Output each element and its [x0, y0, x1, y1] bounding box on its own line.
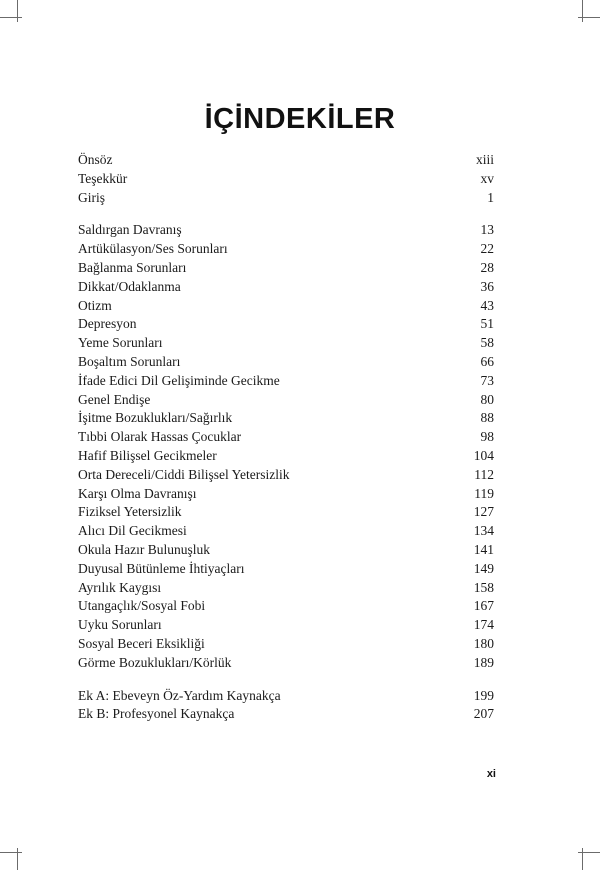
toc-entry-title: Bağlanma Sorunları [78, 259, 187, 275]
toc-entry [78, 579, 494, 598]
toc-entry-title: Okula Hazır Bulunuşluk [78, 541, 210, 557]
toc-entry-page: 174 [473, 617, 494, 633]
toc-entry [78, 170, 494, 189]
toc-entry-title: Uyku Sorunları [78, 617, 162, 633]
toc-entry-title: Fiziksel Yetersizlik [78, 504, 182, 520]
toc-entry [78, 189, 494, 208]
toc-entry-title: Duyusal Bütünleme İhtiyaçları [78, 560, 245, 576]
toc-entry-page: 149 [473, 560, 494, 576]
toc-entry-title: Ek A: Ebeveyn Öz-Yardım Kaynakça [78, 687, 281, 703]
toc-entry-title: Karşı Olma Davranışı [78, 485, 197, 501]
toc-entry [78, 221, 494, 240]
toc-entry [78, 616, 494, 635]
toc-entry [78, 391, 494, 410]
toc-entry-page: xv [480, 170, 494, 186]
toc-entry [78, 259, 494, 278]
page-number: xi [486, 768, 496, 780]
toc-entry-page: 189 [473, 654, 494, 670]
toc-entry [78, 334, 494, 353]
toc-entry [78, 447, 494, 466]
toc-entry-page: 22 [480, 241, 494, 257]
toc-entry-title: Teşekkür [78, 170, 128, 186]
toc-entry-title: İfade Edici Dil Gelişiminde Gecikme [78, 372, 280, 388]
toc-entry-page: 167 [473, 598, 494, 614]
toc-entry [78, 409, 494, 428]
toc-entry-page: 141 [473, 541, 494, 557]
toc-entry [78, 705, 494, 724]
toc-entry-title: Orta Dereceli/Ciddi Bilişsel Yetersizlik [78, 466, 290, 482]
toc-entry-title: Görme Bozuklukları/Körlük [78, 654, 232, 670]
toc-entry-title: Giriş [78, 189, 105, 205]
toc-entry-page: 134 [473, 523, 494, 539]
toc-entry-page: 43 [480, 297, 494, 313]
toc-entry-page: 199 [473, 687, 494, 703]
toc-entry [78, 278, 494, 297]
front-matter-list [78, 151, 494, 207]
toc-entry-title: Sosyal Beceri Eksikliği [78, 635, 205, 651]
toc-entry [78, 428, 494, 447]
crop-mark-bottom-right-h [578, 852, 600, 853]
toc-entry-page: 207 [473, 706, 494, 722]
toc-entry [78, 485, 494, 504]
toc-entry-title: Tıbbi Olarak Hassas Çocuklar [78, 429, 242, 445]
toc-entry-page: 112 [474, 466, 494, 482]
toc-entry-title: Hafif Bilişsel Gecikmeler [78, 447, 217, 463]
toc-entry-title: Utangaçlık/Sosyal Fobi [78, 598, 206, 614]
crop-mark-top-left [17, 0, 18, 22]
toc-entry-title: Boşaltım Sorunları [78, 353, 181, 369]
toc-entry [78, 466, 494, 485]
toc-entry [78, 240, 494, 259]
toc-entry-title: Depresyon [78, 316, 137, 332]
toc-entry-title: Dikkat/Odaklanma [78, 278, 181, 294]
toc-entry-title: Otizm [78, 297, 112, 313]
toc-entry-page: 158 [473, 579, 494, 595]
toc-entry-title: Artükülasyon/Ses Sorunları [78, 241, 228, 257]
appendix-list [78, 687, 494, 725]
toc-entry [78, 503, 494, 522]
page-title: İÇİNDEKİLER [204, 103, 396, 135]
toc-entry [78, 560, 494, 579]
toc-entry [78, 297, 494, 316]
crop-mark-bottom-left-h [0, 852, 22, 853]
toc-entry [78, 151, 494, 170]
toc-entry-page: 58 [480, 335, 494, 351]
toc-entry-page: 127 [473, 504, 494, 520]
toc-entry [78, 654, 494, 673]
chapter-list [78, 221, 494, 672]
toc-entry-page: 1 [487, 189, 494, 205]
toc-entry-title: Ek B: Profesyonel Kaynakça [78, 706, 235, 722]
toc-entry-title: Ayrılık Kaygısı [78, 579, 162, 595]
toc-entry-title: Yeme Sorunları [78, 335, 163, 351]
toc-entry [78, 372, 494, 391]
toc-entry-title: Saldırgan Davranış [78, 222, 182, 238]
toc-entry-page: 104 [473, 447, 494, 463]
toc-entry-title: Önsöz [78, 152, 113, 167]
table-of-contents [78, 151, 494, 724]
toc-entry-title: Alıcı Dil Gecikmesi [78, 523, 187, 539]
toc-entry [78, 522, 494, 541]
toc-entry-page: xiii [475, 152, 494, 167]
toc-entry-page: 66 [480, 353, 494, 369]
toc-entry [78, 687, 494, 706]
toc-entry-page: 51 [480, 316, 494, 332]
toc-entry-page: 80 [480, 391, 494, 407]
toc-entry [78, 635, 494, 654]
crop-mark-top-right [582, 0, 583, 22]
toc-entry [78, 353, 494, 372]
toc-entry-page: 88 [480, 410, 494, 426]
toc-entry-page: 98 [480, 429, 494, 445]
crop-mark-top-right-h [578, 17, 600, 18]
toc-entry-title: İşitme Bozuklukları/Sağırlık [78, 410, 233, 426]
toc-entry-page: 180 [473, 635, 494, 651]
toc-entry-title: Genel Endişe [78, 391, 151, 407]
toc-entry-page: 36 [480, 278, 494, 294]
toc-entry-page: 73 [480, 372, 494, 388]
toc-entry [78, 315, 494, 334]
toc-entry-page: 13 [480, 222, 494, 238]
toc-entry-page: 119 [474, 485, 494, 501]
toc-entry [78, 541, 494, 560]
toc-entry [78, 597, 494, 616]
toc-entry-page: 28 [480, 259, 494, 275]
crop-mark-top-left-h [0, 17, 22, 18]
